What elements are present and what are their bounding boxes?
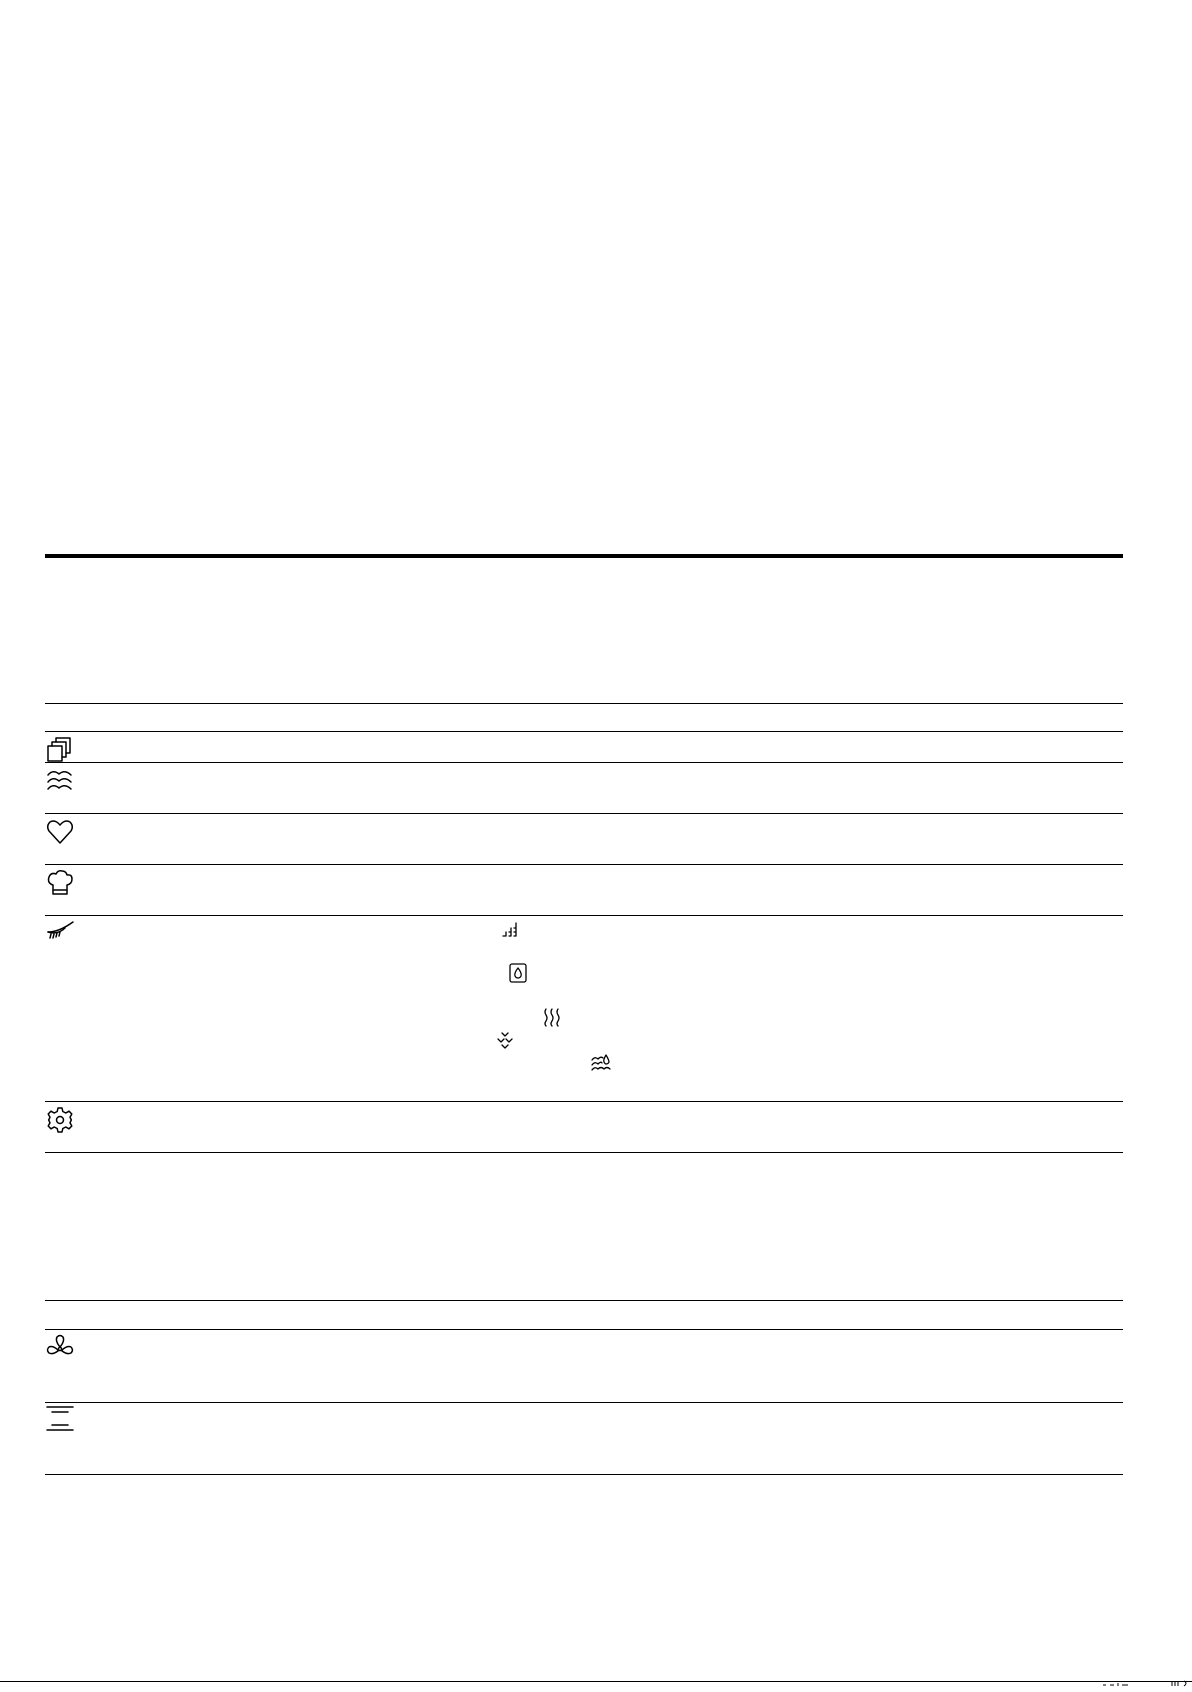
page-bottom-rule xyxy=(0,1681,1192,1682)
water-drop-box-icon xyxy=(507,962,529,984)
table-row-divider xyxy=(45,1402,1123,1403)
table-row-divider xyxy=(45,731,1123,732)
table-row-divider xyxy=(45,1101,1123,1102)
steam-drop-icon xyxy=(590,1052,612,1074)
table-row-divider xyxy=(45,813,1123,814)
copy-icon xyxy=(45,735,75,765)
chevrons-down-icon xyxy=(494,1030,516,1052)
table-header-line xyxy=(45,1300,1123,1301)
heat-waves-icon xyxy=(541,1006,563,1028)
cleaning-brush-icon xyxy=(45,919,75,949)
corner-marks xyxy=(1102,1674,1192,1682)
table-row-divider xyxy=(45,864,1123,865)
steam-waves-icon xyxy=(45,766,75,796)
heart-icon xyxy=(45,817,75,847)
table-row-divider xyxy=(45,762,1123,763)
table-row-divider xyxy=(45,1329,1123,1330)
fan-icon xyxy=(45,1333,75,1363)
chef-hat-icon xyxy=(45,868,75,898)
table-bottom-line xyxy=(45,1474,1123,1475)
table-row-divider xyxy=(45,915,1123,916)
settings-gear-icon xyxy=(45,1105,75,1135)
table-bottom-line xyxy=(45,1152,1123,1153)
section-divider xyxy=(45,554,1123,558)
stairs-icon xyxy=(500,917,522,939)
top-bottom-heat-icon xyxy=(45,1404,75,1434)
table-header-line xyxy=(45,703,1123,704)
